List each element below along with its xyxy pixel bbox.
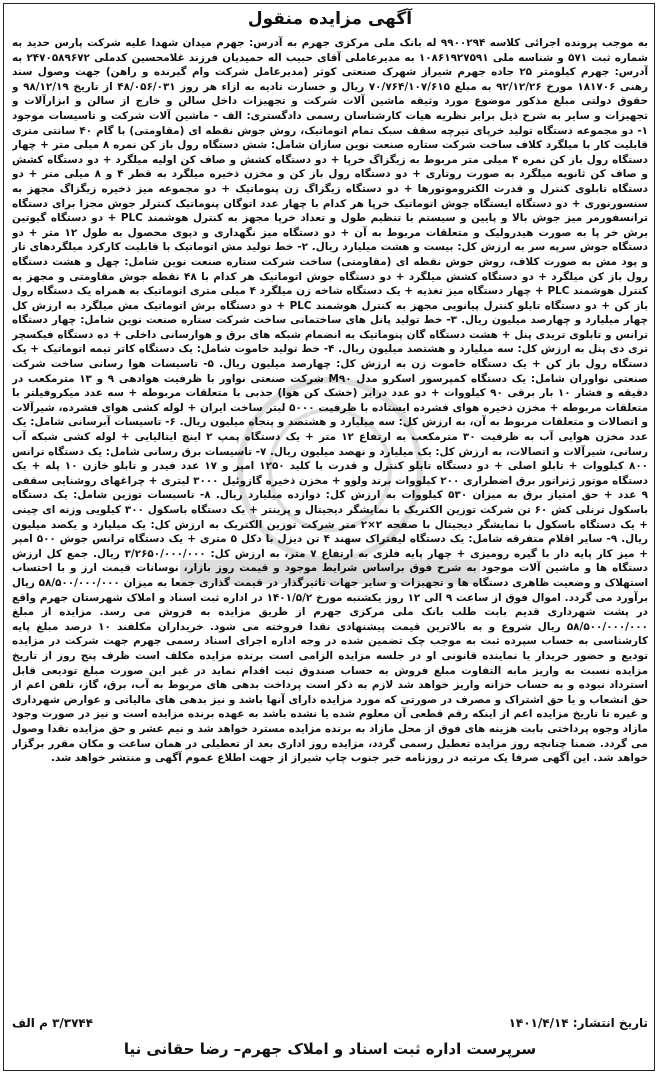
notice-paragraph: به موجب پرونده اجرائی کلاسه ۹۹۰۰۲۹۴ له بانک ملی مرکزی جهرم به آدرس: جهرم میدان شهدا علیه شرکت پارس حدید به شماره ثبت ۵۷۱ و شناسه ملی ۱۰۸۶۱۹۲۷۵۹۱ به مدیرعاملی آقای حبیب اله حمیدیان فرزند غلامحسین کدملی ۲۴۷۰۵۸۹۶۷۲ به آدرس: جهرم کیلومتر ۲۵ جاده جهرم شیراز شهرک صنعتی کوثر (مدیرعامل شرکت وام گیرنده و راهن) جهت وصول سند رهنی ۱۸۱۷۰۶ مورخ ۹۲/۱۲/۲۶ به مبلغ ۷۰/۷۶۴/۱۰۷/۶۱۵ ریال و خسارت تادیه به ازاء هر روز ۴۸/۰۵۶/۰۳۱ از تاریخ ۹۸/۱۲/۱۹ و حقوق دولتی مبلغ مذکور موضوع مورد وثیقه ماشین آلات شرکت و تجهیزات داخل سالن و خارج از سالن و ابزارآلات و تجهیزات و سایر به شرح ذیل برابر نظریه هیات کارشناسان رسمی دادگستری: الف - ماشین آلات شرکت و تاسیسات موجود ۱- دو مجموعه دستگاه تولید خرپای تیرچه سقف سبک تمام اتوماتیک، روش جوش نقطه ای (مقاومتی) با گام ۴۰ سانتی متری قابلیت کار با میلگرد کلاف ساخت شرکت ستاره صنعت نوین سازان شامل: شش دستگاه رول باز کن نمره ۸ میلی متر + چهار دستگاه رول باز کن نمره ۴ میلی متر مربوط به زیگزاگ خرپا + دو دستگاه کشش و صاف کن اولیه میلگرد + دو دستگاه کشش و صاف کن ثانویه میلگرد به صورت روتاری + دو دستگاه رول باز کن و مخزن ذخیره میلگرد به قطر ۴ و ۸ میلی متر + دو دستگاه تابلوی کنترل و قدرت الکتروموتورها + دو دستگاه زیگزاگ زن پنوماتیک + دو مجموعه میز ذخیره زیگزاگ مجهز به سنسورنوری + دو دستگاه ایستگاه جوش اتوماتیک خرپا هر کدام با چهار عدد اتوگان پنوماتیک کنترلر جوش مجزا برای دستگاه ترانسفورمر میز جوش بالا و پایین و سیستم با تنظیم طول و تعداد خرپا مجهز به کنترل هوشمند PLC + دو دستگاه گیوتین برش خر پا به صورت هیدرولیک و متعلقات مربوط به آن + دو دستگاه میز نگهداری و دپوی محصول به طول ۱۲ متر + دو دستگاه جوش سرپه سر به ارزش کل: بیست و هشت میلیارد ریال. ۲- خط تولید مش اتوماتیک با قابلیت کارکرد میلگردهای تار و پود مش به صورت کلاف، روش جوش نقطه ای (مقاومتی) ساخت شرکت ستاره صنعت نوین شامل: چهل و هشت دستگاه رول باز کن میلگرد + دو دستگاه کشش میلگرد + دو دستگاه جوش اتوماتیک هر کدام با ۴۸ نقطه جوش مقاومتی و مجهز به کنترل هوشمند PLC + چهار دستگاه میز تغذیه + یک دستگاه شاخه زن میلگرد ۴ میلی متری اتوماتیک به همراه یک دستگاه رول باز کن + دو دستگاه تابلو کنترل پیانویی مجهز به کنترل هوشمند PLC + دو دستگاه برش اتوماتیک مش میلگرد به ارزش کل چهار میلیارد و چهارصد میلیون ریال. ۳- خط تولید پانل های ساختمانی ساخت شرکت ستاره صنعت نوین شامل: چهار دستگاه ترانس و تابلوی تریدی پنل + هشت دستگاه گان پنوماتیک به انضمام شبکه های برق و هوارسانی داخلی + ده دستگاه فیکسچر تری دی پنل به ارزش کل: سه میلیارد و هشتصد میلیون ریال. ۴- خط تولید خاموت شامل: یک دستگاه کاتر تیمه اتوماتیک + یک دستگاه رول باز کن + یک دستگاه خاموت زن به ارزش کل: چهارصد میلیون ریال. ۵- تاسیسات هوا رسانی ساخت شرکت صنعتی نواوران شامل: یک دستگاه کمپرسور اسکرو مدل M۹۰ شرکت صنعتی نواور با ظرفیت هوادهی ۹ و ۱۳ مترمکعب در دقیقه و فشار ۱۰ بار برقی ۹۰ کیلووات + دو عدد درایر (خشک کن هوا) جذبی با متعلقات مربوطه + سه عدد میکروفیلتر با متعلقات مربوطه + مخزن ذخیره هوای فشرده ایستاده با ظرفیت ۵۰۰۰ لیتر ساخت ایران + لوله کشی هوای فشرده، شیرآلات و اتصالات و متعلقات مربوط به آن، به ارزش کل: سه میلیارد و هشتصد و پنجاه میلیون ریال. ۶- تاسیسات آبرسانی شامل: یک عدد مخزن هوایی آب به ظرفیت ۳۰ مترمکعب به ارتفاع ۱۲ متر + یک دستگاه پمپ ۲ اینچ ایتالیایی + لوله کشی شبکه آب رسانی، شیرآلات و اتصالات، به ارزش کل: یک میلیارد و نهصد میلیون ریال. ۷- تاسیسات برق رسانی شامل: یک دستگاه ترانس ۸۰۰ کیلووات + تابلو اصلی + دو دستگاه تابلو کنترل و قدرت با کلید ۱۲۵۰ امپر و ۱۷ عدد فیدر و تابلو خازن ۱۰ پله + یک دستگاه موتور ژنراتور برق اضطراری ۲۰۰ کیلووات برند ولوو + مخزن ذخیره گازوئیل ۳۰۰۰ لیتری + چراغهای روشنایی سقفی ۹ عدد + حق امتیاز برق به میزان ۵۳۰ کیلووات به ارزش کل: دوازده میلیارد ریال. ۸- تاسیسات توزین شامل: یک دستگاه باسکول ترنلی کش ۶۰ تن شرکت توزین الکتریک با نمایشگر دیجیتال و پرینتر + یک دستگاه باسکول ۳۰۰ کیلویی وزنه ای چینی + یک دستگاه باسکول با نمایشگر دیجیتال با صفحه ۲×۲ متر شرکت توزین الکتریک به ارزش کل: یک میلیارد و یکصد میلیون ریال. ۹- سایر اقلام متفرقه شامل: یک دستگاه لیفتراک سهند ۴ تن دیزل با دکل ۵ متری + یک دستگاه ترانس جوش ۵۰۰ امپر + میز کار پایه دار با گیره رومیزی + چهار پایه فلزی به ارتفاع ۷ متر، به ارزش کل: ۳/۲۶۵۰/۰۰۰/۰۰۰ ریال. جمع کل ارزش دستگاه ها و ماشین آلات موجود به شرح فوق براساس شرایط موجود و قیمت روز بازار، نوسانات قیمت ارز و با احتساب استهلاک و وضعیت ظاهری دستگاه ها و تجهیزات و سایر جهات تاثیرگذار در قیمت گذاری جمعا به میزان ۵۸/۵۰۰/۰۰۰/۰۰۰ ریال برآورد می گردد. اموال فوق از ساعت ۹ الی ۱۲ روز یکشنبه مورخ ۱۴۰۱/۵/۲ در اداره ثبت اسناد و املاک شهرستان جهرم واقع در پشت شهرداری قدیم بابت طلب بانک ملی مرکزی جهرم از طریق مزایده به فروش می رسد. مزایده از مبلغ ۵۸/۵۰۰/۰۰۰/۰۰۰ ریال شروع و به بالاترین قیمت پیشنهادی نقدا فروخته می شود. خریداران مکلفند ۱۰ درصد مبلغ پایه کارشناسی به حساب سپرده ثبت به موجب چک تضمین شده در وجه اداره اجرای اسناد رسمی جهرم جهت شرکت در مزایده تودیع و حضور خریدار یا نماینده قانونی او در جلسه مزایده الزامی است برنده مزایده مکلف است ظرف پنج روز از تاریخ مزایده نسبت به واریز مابه التفاوت مبلغ فروش به حساب صندوق ثبت اقدام نماید در غیر این صورت مبلغ تودیعی قابل استرداد نبوده و به حساب خزانه واریز خواهد شد لازم به ذکر است پرداخت بدهی های مربوط به آب، برق، گاز، تلفن اعم از حق انشعاب و یا حق اشتراک و مصرف در صورتی که مورد مزایده دارای آنها باشد و نیز بدهی های مالیاتی و عوارض شهرداری و غیره تا تاریخ مزایده اعم از اینکه رقم قطعی آن معلوم شده یا نشده باشد به عهده برنده مزایده است و نیز در صورت وجود مازاد وجوه پرداختی بابت هزینه های فوق از محل مازاد به برنده مزایده مسترد خواهد شد و نیم عشر و حق مزایده نقدا وصول می گردد. ضمنا چنانچه روز مزایده تعطیل رسمی گردد، مزایده روز اداری بعد از تعطیلی در همان ساعت و مکان مقرر برگزار خواهد شد. این آگهی صرفا یک مرتبه در روزنامه خبر جنوب چاپ شیراز از جهت اطلاع عموم آگهی و منتشر خواهد شد. xyxy=(12,37,648,765)
signature-line: سرپرست اداره ثبت اسناد و املاک جهرم– رضا حقانی نیا xyxy=(123,1040,537,1058)
reference-code: ۳/۳۷۴۴ م الف xyxy=(12,1016,94,1030)
publish-date: تاریخ انتشار: ۱۴۰۱/۴/۱۴ xyxy=(508,1016,648,1030)
notice-title: آگهی مزایده منقول xyxy=(247,9,413,29)
notice-body xyxy=(12,36,648,996)
footer-row xyxy=(12,1016,648,1036)
